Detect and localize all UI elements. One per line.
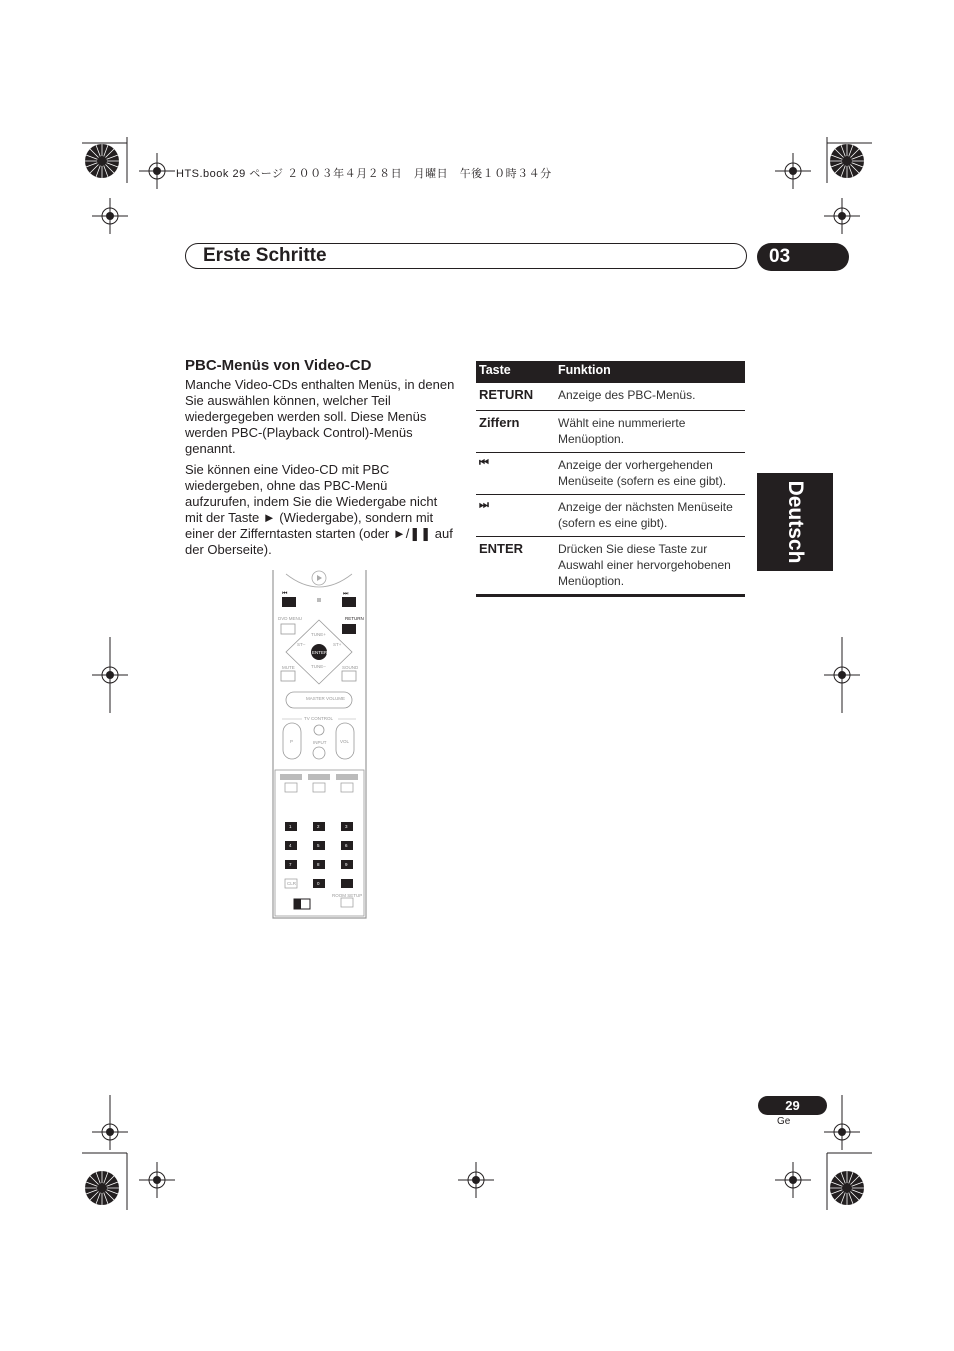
remote-st-plus-label: ST+ [333, 642, 342, 647]
table-value: Anzeige der vorhergehenden Menüseite (sofern es eine gibt). [558, 458, 727, 488]
table-header-taste: Taste [479, 363, 511, 377]
language-side-tab [757, 473, 833, 571]
remote-return-label: RETURN [345, 616, 364, 621]
table-key: ⏭ [479, 499, 489, 511]
remote-tune-down-label: TUNE– [311, 664, 326, 669]
function-table [476, 361, 745, 597]
remote-digit-5: 5 [317, 843, 320, 848]
heading-pbc-menus: PBC-Menüs von Video-CD [185, 357, 372, 374]
table-bottom-rule [476, 594, 745, 597]
remote-digit-9: 9 [345, 862, 348, 867]
remote-tune-up-label: TUNE+ [311, 632, 326, 637]
table-key: ENTER [479, 541, 524, 556]
side-tab-label: Deutsch [784, 480, 807, 564]
table-value: Anzeige des PBC-Menüs. [558, 388, 696, 402]
remote-sound-label: SOUND [342, 665, 359, 670]
remote-enter-label: ENTER [312, 650, 328, 655]
paragraph-intro: Manche Video-CDs enthalten Menüs, in denen Sie auswählen können, welcher Teil wiedergegeben werden soll. Diese Menüs werden PBC-(Playback Control)-Menüs genannt. [185, 377, 455, 456]
table-key: Ziffern [479, 415, 520, 430]
table-row [476, 537, 745, 594]
remote-digit-0: 0 [317, 881, 320, 886]
remote-body [272, 570, 367, 920]
remote-mute-label: MUTE [282, 665, 295, 670]
remote-dvd-menu-label: DVD MENU [278, 616, 303, 621]
remote-digit-8: 8 [317, 862, 320, 867]
remote-digit-2: 2 [317, 824, 320, 829]
table-value: Drücken Sie diese Taste zur Auswahl einer hervorgehobenen Menüoption. [558, 542, 731, 588]
remote-digit-4: 4 [289, 843, 292, 848]
remote-control-illustration [272, 570, 367, 920]
chapter-number: 03 [757, 243, 849, 271]
remote-digit-1: 1 [289, 824, 292, 829]
remote-room-setup-label: ROOM SETUP [332, 893, 363, 898]
remote-digit-6: 6 [345, 843, 348, 848]
table-row [476, 453, 745, 495]
table-key: RETURN [479, 387, 534, 402]
language-code: Ge [777, 1116, 791, 1127]
table-value: Anzeige der nächsten Menüseite (sofern es eine gibt). [558, 500, 733, 530]
table-key: ⏮ [479, 457, 489, 469]
remote-input-label: INPUT [313, 740, 327, 745]
remote-tv-control-label: TV CONTROL [304, 716, 334, 721]
page-number: 29 [758, 1096, 827, 1115]
table-row [476, 411, 745, 453]
table-row [476, 383, 745, 411]
paragraph-playback: Sie können eine Video-CD mit PBC wiedergeben, ohne das PBC-Menü aufzurufen, indem Sie die Wiedergabe nicht mit der Taste ► (Wiedergabe), sondern mit einer der Zifferntasten starten (oder ►/❚❚ auf der Oberseite). [185, 462, 453, 557]
remote-clr-label: CLR [287, 881, 297, 886]
file-header: HTS.book 29 ページ ２００３年４月２８日 月曜日 午後１０時３４分 [176, 168, 552, 180]
table-row [476, 495, 745, 537]
svg-text:⏮: ⏮ [282, 590, 288, 597]
table-value: Wählt eine nummerierte Menüoption. [558, 416, 686, 446]
svg-text:⏭: ⏭ [343, 590, 349, 597]
remote-master-volume-label: MASTER VOLUME [306, 696, 346, 701]
remote-p-label: P [290, 739, 294, 744]
table-header-funktion: Funktion [558, 363, 611, 377]
section-title: Erste Schritte [203, 245, 327, 266]
remote-digit-3: 3 [345, 824, 348, 829]
remote-st-minus-label: ST– [297, 642, 306, 647]
table-header [476, 361, 745, 383]
remote-digit-7: 7 [289, 862, 292, 867]
remote-vol-label: VOL [340, 739, 350, 744]
